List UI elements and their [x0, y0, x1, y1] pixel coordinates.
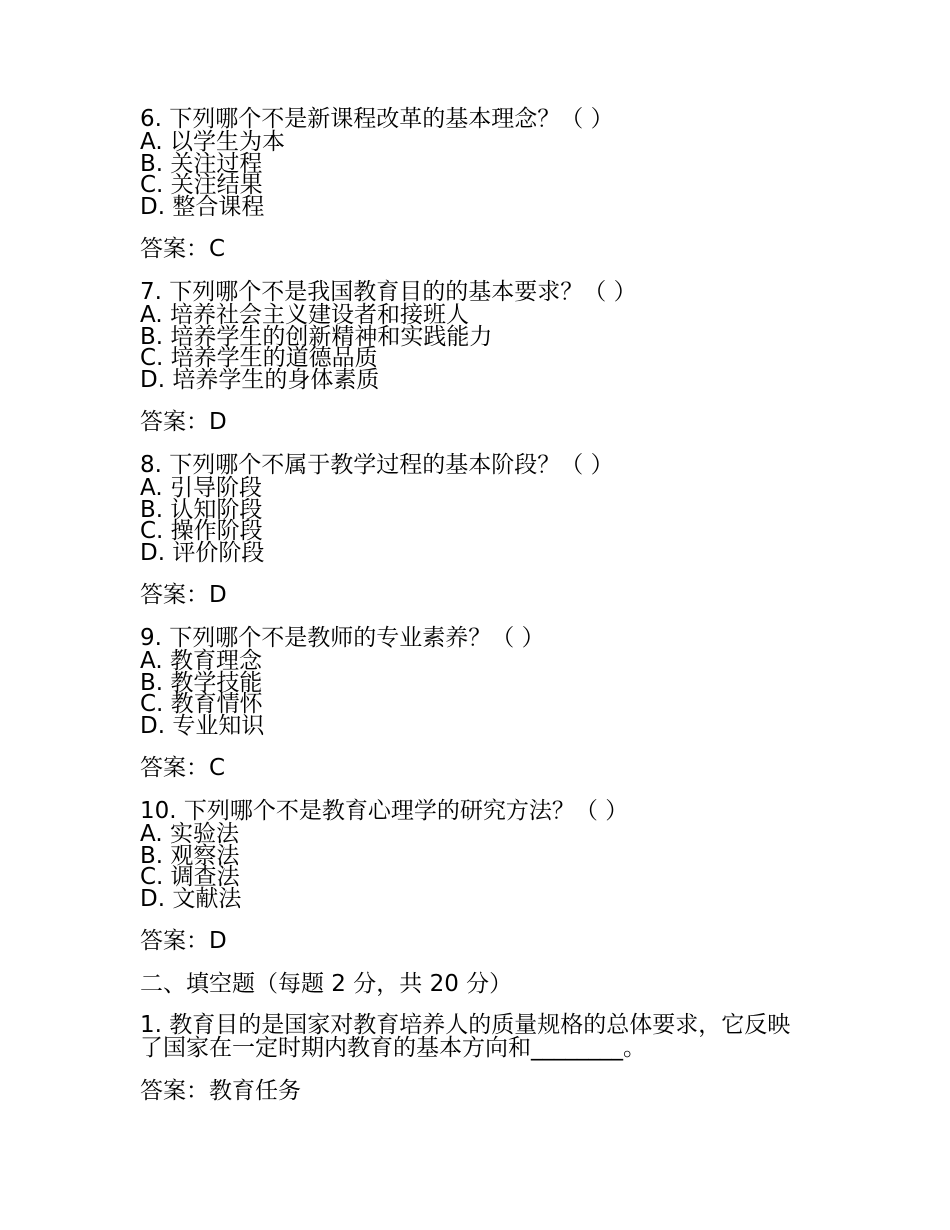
option-d: D. 评价阶段: [140, 539, 265, 566]
answer: 答案：C: [140, 755, 226, 781]
section-title: 二、填空题（每题 2 分，共 20 分）: [140, 971, 513, 997]
question-6: [140, 106, 810, 262]
option-a: A. 以学生为本: [140, 129, 285, 155]
option-b: B. 培养学生的创新精神和实践能力: [140, 323, 493, 350]
question-9: [140, 625, 810, 781]
option-c: C. 培养学生的道德品质: [140, 345, 378, 371]
option-d: D. 培养学生的身体素质: [140, 366, 380, 393]
option-d: D. 文献法: [140, 885, 242, 912]
document-page: [140, 106, 810, 1121]
option-a: A. 教育理念: [140, 648, 262, 674]
option-d: D. 整合课程: [140, 193, 265, 220]
option-c: C. 调查法: [140, 864, 240, 890]
answer: 答案：C: [140, 236, 226, 262]
answer: 答案：D: [140, 582, 227, 608]
option-c: C. 关注结果: [140, 172, 263, 198]
option-a: A. 实验法: [140, 821, 239, 847]
fill-question-1: [140, 1014, 810, 1104]
question-title: 6. 下列哪个不是新课程改革的基本理念？（ ）: [140, 106, 614, 132]
question-title: 9. 下列哪个不是教师的专业素养？（ ）: [140, 625, 545, 651]
option-c: C. 教育情怀: [140, 691, 263, 717]
question-title: 8. 下列哪个不属于教学过程的基本阶段？（ ）: [140, 452, 614, 478]
option-c: C. 操作阶段: [140, 518, 263, 544]
option-b: B. 观察法: [140, 842, 240, 869]
question-title: 10. 下列哪个不是教育心理学的研究方法？（ ）: [140, 798, 629, 824]
question-7: [140, 279, 810, 435]
question-8: [140, 452, 810, 608]
option-a: A. 培养社会主义建设者和接班人: [140, 302, 469, 328]
answer: 答案：D: [140, 409, 227, 435]
option-b: B. 认知阶段: [140, 496, 263, 523]
option-b: B. 教学技能: [140, 669, 263, 696]
question-10: [140, 798, 810, 954]
option-b: B. 关注过程: [140, 150, 263, 177]
answer: 答案：教育任务: [140, 1078, 301, 1104]
question-title: 7. 下列哪个不是我国教育目的的基本要求？（ ）: [140, 279, 637, 305]
answer: 答案：D: [140, 928, 227, 954]
fill-question-text: 1. 教育目的是国家对教育培养人的质量规格的总体要求，它反映了国家在一定时期内教育的基本方向和________。: [140, 1012, 791, 1061]
option-d: D. 专业知识: [140, 712, 265, 739]
option-a: A. 引导阶段: [140, 475, 262, 501]
